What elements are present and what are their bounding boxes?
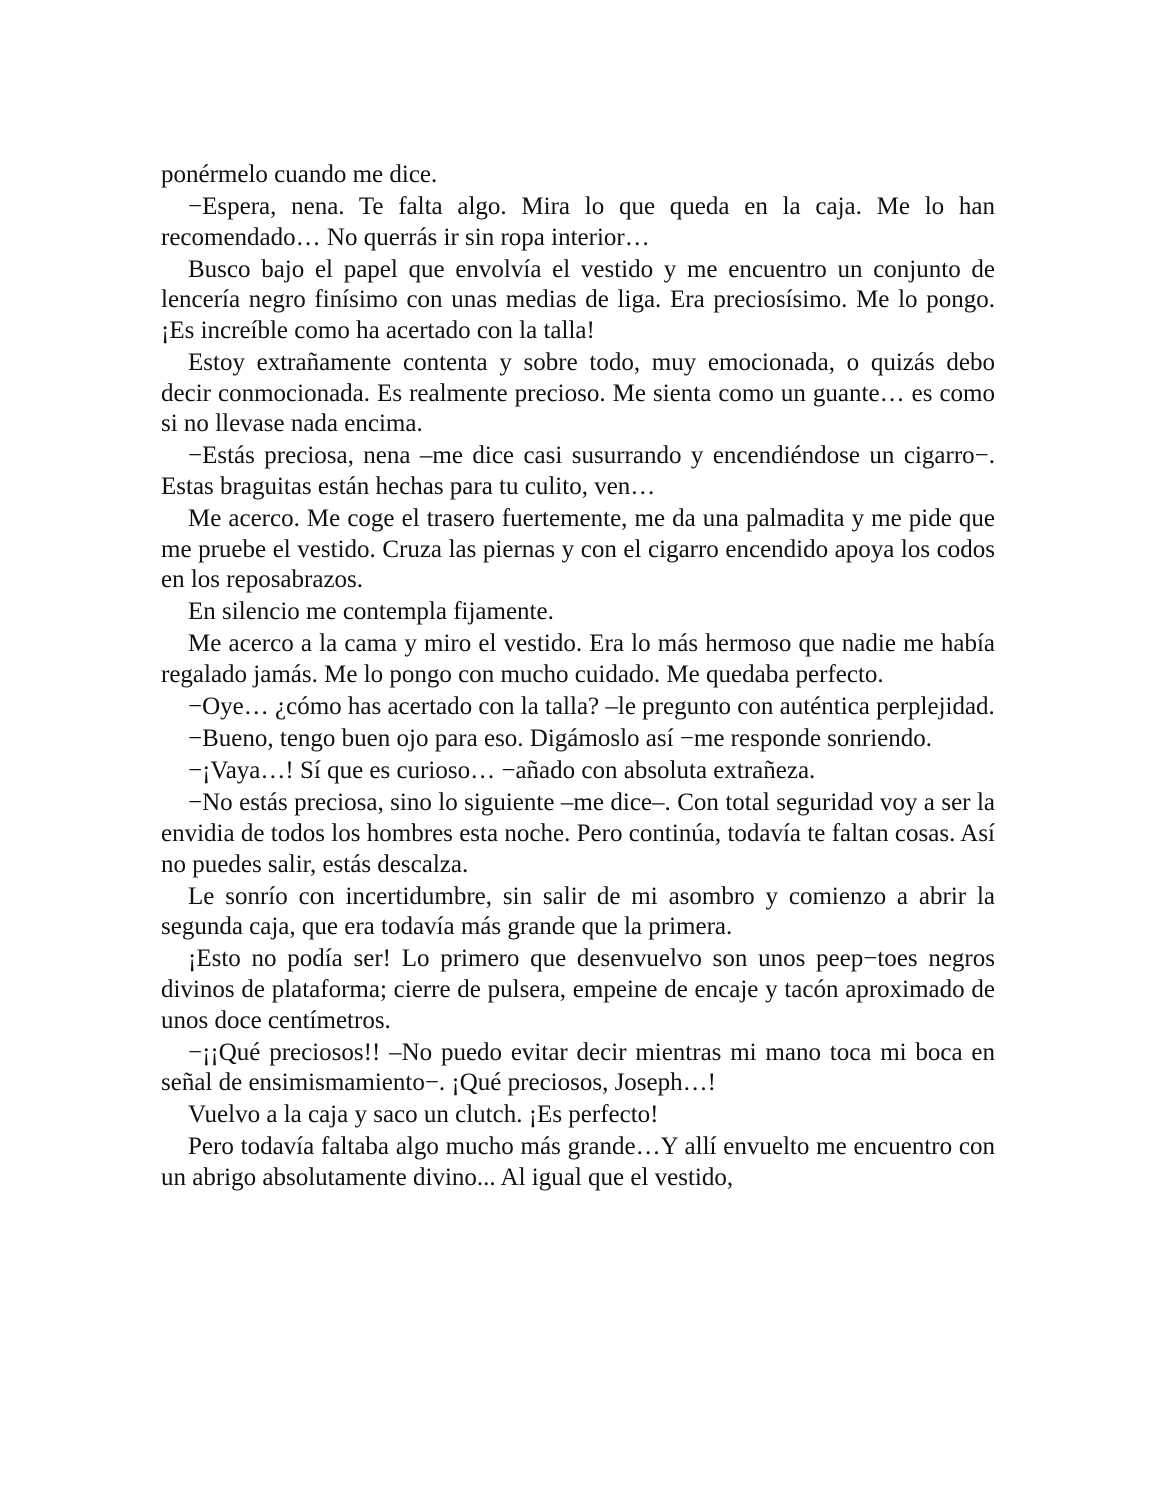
- paragraph: −Oye… ¿cómo has acertado con la talla? –le pregunto con auténtica perplejidad.: [188, 693, 995, 721]
- paragraph: Le sonrío con incertidumbre, sin salir de mi asombro y comienzo a abrir la segunda caja, que era todavía más grande que la primera.: [161, 882, 995, 941]
- paragraph: Busco bajo el papel que envolvía el vestido y me encuentro un conjunto de lencería negro finísimo con unas medias de liga. Era preciosísimo. Me lo pongo. ¡Es increíble como ha acertado con la talla!: [161, 255, 995, 344]
- paragraph: −¡¡Qué preciosos!! –No puedo evitar decir mientras mi mano toca mi boca en señal de ensimismamiento−. ¡Qué preciosos, Joseph…!: [161, 1038, 995, 1097]
- paragraph: ¡Esto no podía ser! Lo primero que desenvuelvo son unos peep−toes negros divinos de plataforma; cierre de pulsera, empeine de encaje y tacón aproximado de unos doce centímetros.: [161, 945, 995, 1034]
- paragraph: −¡Vaya…! Sí que es curioso… −añado con absoluta extrañeza.: [188, 757, 816, 785]
- document-page: [161, 160, 995, 1195]
- paragraph: −Estás preciosa, nena –me dice casi susurrando y encendiéndose un cigarro−. Estas braguitas están hechas para tu culito, ven…: [161, 442, 995, 500]
- paragraph: Estoy extrañamente contenta y sobre todo, muy emocionada, o quizás debo decir conmocionada. Es realmente precioso. Me sienta como un guante… es como si no llevase nada encima.: [161, 349, 995, 438]
- paragraph: En silencio me contempla fijamente.: [188, 598, 554, 626]
- paragraph: −No estás preciosa, sino lo siguiente –me dice–. Con total seguridad voy a ser la envidia de todos los hombres esta noche. Pero continúa, todavía te faltan cosas. Así no puedes salir, estás descalza.: [161, 789, 995, 878]
- paragraph: Me acerco. Me coge el trasero fuertemente, me da una palmadita y me pide que me pruebe el vestido. Cruza las piernas y con el cigarro encendido apoya los codos en los reposabrazos.: [161, 505, 995, 594]
- paragraph: Me acerco a la cama y miro el vestido. Era lo más hermoso que nadie me había regalado jamás. Me lo pongo con mucho cuidado. Me quedaba perfecto.: [161, 630, 995, 688]
- paragraph: ponérmelo cuando me dice.: [161, 161, 438, 188]
- paragraph: Pero todavía faltaba algo mucho más grande…Y allí envuelto me encuentro con un abrigo absolutamente divino... Al igual que el vestido,: [161, 1133, 995, 1191]
- paragraph: Vuelvo a la caja y saco un clutch. ¡Es perfecto!: [188, 1101, 659, 1129]
- paragraph: −Espera, nena. Te falta algo. Mira lo que queda en la caja. Me lo han recomendado… No querrás ir sin ropa interior…: [161, 193, 995, 251]
- paragraph: −Bueno, tengo buen ojo para eso. Digámoslo así −me responde sonriendo.: [188, 725, 933, 753]
